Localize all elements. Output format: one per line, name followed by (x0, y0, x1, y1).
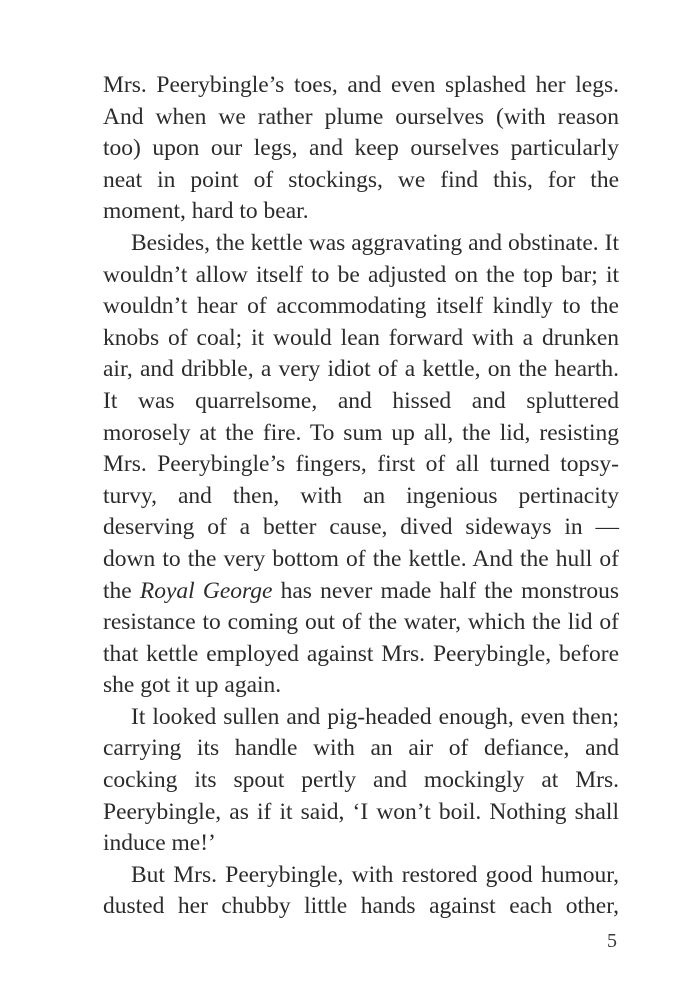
paragraph-3 (103, 702, 619, 860)
paragraph-4-text: But Mrs. Peerybingle, with restored good humour, dusted her chubby little hands against each other, (103, 861, 619, 920)
paragraph-2-text-end: has never made half the monstrous resistance to coming out of the water, which the lid of that kettle employed against Mrs. Peerybingle, before she got it up again. (103, 577, 620, 699)
paragraph-1 (103, 70, 619, 228)
page-number: 5 (607, 930, 617, 952)
body-text (103, 70, 619, 923)
paragraph-2-text-start: Besides, the kettle was aggravating and obstinate. It wouldn’t allow itself to be adjusted on the top bar; it wouldn’t hear of accommodating itself kindly to the knobs of coal; it would lean forward with a drunken air, and dribble, a very idiot of a kettle, on the hearth. It was quarrelsome, and hissed and spluttered morosely at the fire. To sum up all, the lid, resisting Mrs. Peerybingle’s fingers, first of all turned topsy-turvy, and then, with an ingenious pertinacity deserving of a better cause, dived sideways in — down to the very bottom of the kettle. And the hull of the (103, 229, 619, 604)
paragraph-1-text: Mrs. Peerybingle’s toes, and even splashed her legs. And when we rather plume ourselves (with reason too) upon our legs, and keep ourselves particularly neat in point of stockings, we find this, for the moment, hard to bear. (103, 72, 619, 225)
paragraph-3-text: It looked sullen and pig-headed enough, even then; carrying its handle with an air of defiance, and cocking its spout pertly and mockingly at Mrs. Peerybingle, as if it said, ‘I won’t boil. Nothing shall induce me!’ (103, 703, 619, 857)
ship-name-italic: Royal George (139, 577, 273, 604)
paragraph-4 (103, 860, 619, 923)
paragraph-2 (103, 228, 619, 702)
